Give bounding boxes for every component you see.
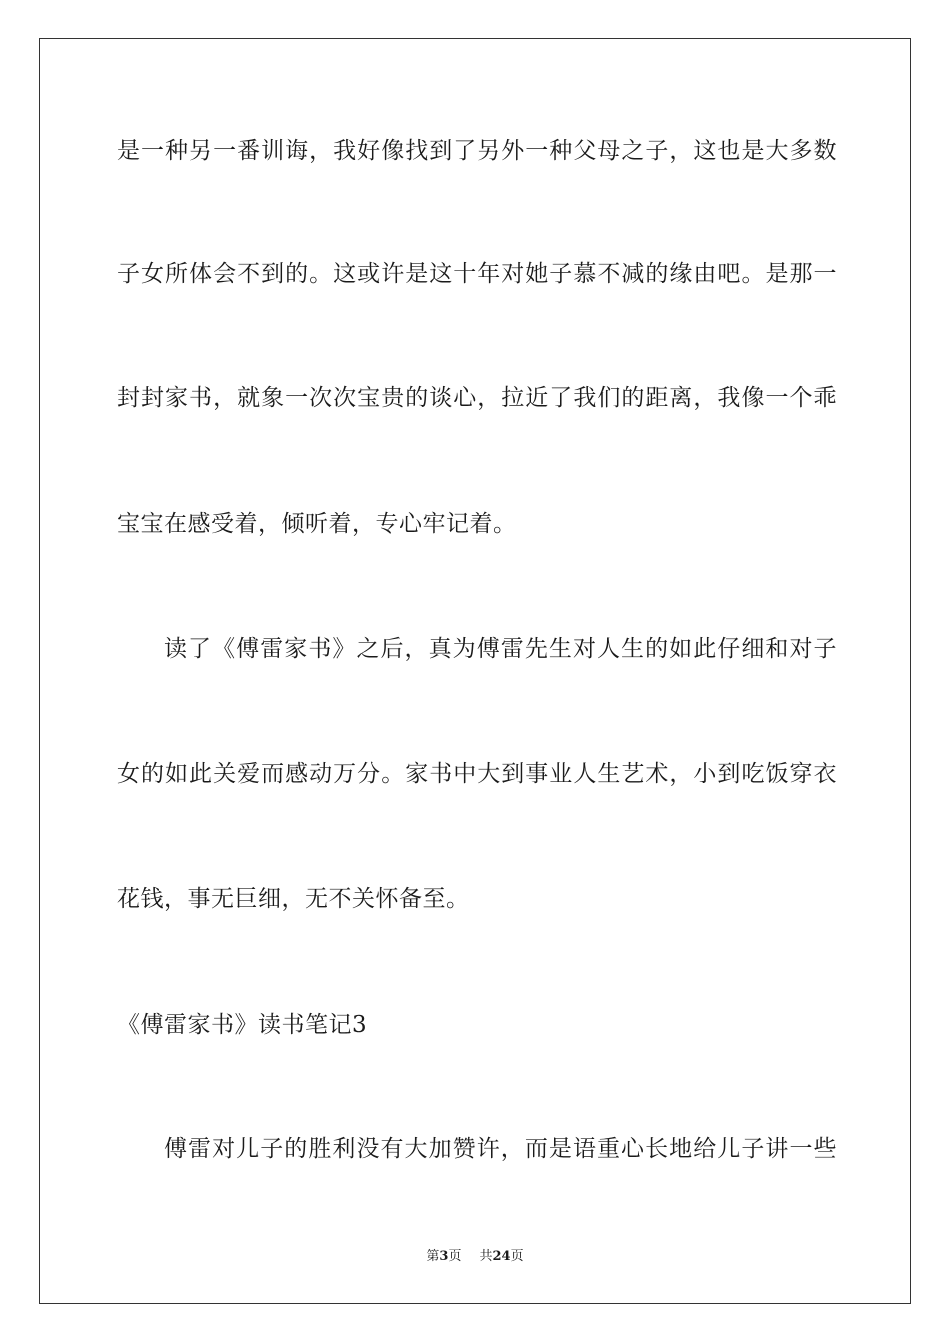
page-total: 24	[492, 1249, 511, 1264]
paragraph-indent-line-2: 傅雷对儿子的胜利没有大加赞许，而是语重心长地给儿子讲一些	[164, 1136, 837, 1162]
total-prefix: 共	[479, 1249, 493, 1264]
total-unit: 页	[510, 1249, 524, 1264]
section-heading: 《傅雷家书》读书笔记3	[117, 1012, 368, 1038]
body-line-2: 子女所体会不到的。这或许是这十年对她子慕不减的缘由吧。是那一	[117, 261, 837, 287]
body-line-7: 花钱，事无巨细，无不关怀备至。	[117, 886, 470, 912]
paragraph-indent-line: 读了《傅雷家书》之后，真为傅雷先生对人生的如此仔细和对子	[164, 636, 837, 662]
page-footer	[0, 1248, 950, 1266]
page-unit: 页	[448, 1249, 462, 1264]
body-line-6: 女的如此关爱而感动万分。家书中大到事业人生艺术，小到吃饭穿衣	[117, 761, 837, 787]
page-current: 3	[439, 1249, 449, 1264]
body-line-4: 宝宝在感受着，倾听着，专心牢记着。	[117, 511, 517, 537]
page-border	[39, 38, 911, 1304]
body-line-3: 封封家书，就象一次次宝贵的谈心，拉近了我们的距离，我像一个乖	[117, 385, 837, 411]
body-line-1: 是一种另一番训诲，我好像找到了另外一种父母之子，这也是大多数	[117, 138, 837, 164]
page-prefix: 第	[426, 1249, 440, 1264]
